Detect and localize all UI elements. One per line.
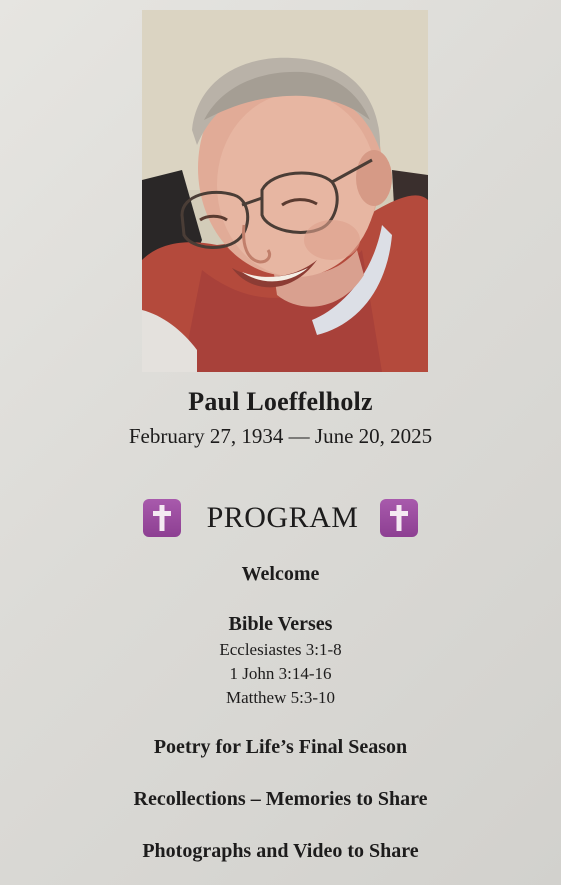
program-item-bible-verses: Bible Verses — [228, 613, 333, 635]
latin-cross-icon — [143, 499, 181, 537]
deceased-name: Paul Loeffelholz — [188, 387, 373, 416]
bible-verse: 1 John 3:14-16 — [229, 664, 332, 683]
life-dates: February 27, 1934 — June 20, 2025 — [128, 424, 433, 448]
program-heading — [0, 497, 561, 539]
program-title: PROGRAM — [206, 501, 359, 534]
program-item-photographs-video: Photographs and Video to Share — [142, 840, 419, 862]
latin-cross-icon — [380, 499, 418, 537]
program-item-recollections: Recollections – Memories to Share — [133, 788, 428, 810]
bible-verse: Matthew 5:3-10 — [225, 688, 336, 707]
portrait-photo — [142, 10, 428, 372]
program-item-welcome: Welcome — [241, 563, 320, 585]
bible-verse: Ecclesiastes 3:1-8 — [219, 640, 342, 659]
program-item-poetry: Poetry for Life’s Final Season — [153, 736, 408, 758]
